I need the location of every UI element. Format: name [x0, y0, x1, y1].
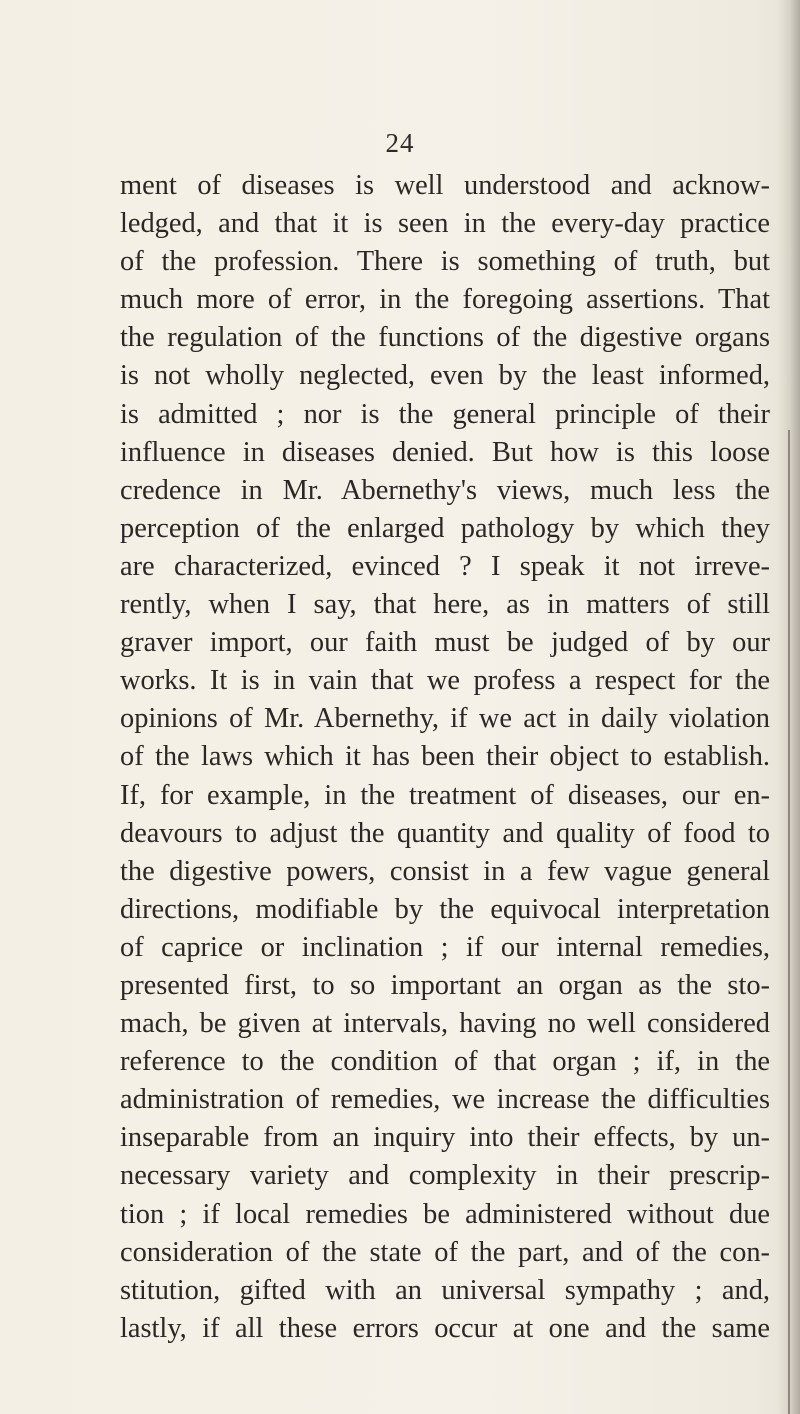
text-line: credence in Mr. Abernethy's views, much less the: [120, 474, 770, 506]
text-line: inseparable from an inquiry into their effects, by un-: [120, 1122, 770, 1154]
text-line: rently, when I say, that here, as in matters of still: [120, 589, 770, 621]
text-line: necessary variety and complexity in their prescrip-: [120, 1160, 770, 1192]
text-line: ledged, and that it is seen in the every-day practice: [120, 208, 770, 240]
text-line: reference to the condition of that organ ; if, in the: [120, 1046, 770, 1078]
text-line: directions, modifiable by the equivocal interpretation: [120, 893, 770, 925]
text-line: consideration of the state of the part, and of the con-: [120, 1236, 770, 1268]
text-line: of the profession. There is something of truth, but: [120, 246, 770, 278]
text-line: graver import, our faith must be judged of by our: [120, 627, 770, 659]
text-line: opinions of Mr. Abernethy, if we act in daily violation: [120, 703, 770, 735]
text-line: much more of error, in the foregoing assertions. That: [120, 284, 770, 316]
text-line: influence in diseases denied. But how is this loose: [120, 436, 770, 468]
text-line: lastly, if all these errors occur at one and the same: [120, 1312, 770, 1344]
text-line: perception of the enlarged pathology by which they: [120, 512, 770, 544]
page-edge-line: [788, 430, 790, 1414]
text-line: works. It is in vain that we profess a respect for the: [120, 665, 770, 697]
text-line: If, for example, in the treatment of diseases, our en-: [120, 779, 770, 811]
text-line: deavours to adjust the quantity and quality of food to: [120, 817, 770, 849]
text-line: the digestive powers, consist in a few vague general: [120, 855, 770, 887]
text-line: mach, be given at intervals, having no well considered: [120, 1008, 770, 1040]
text-line: presented first, to so important an organ as the sto-: [120, 969, 770, 1001]
body-text: [120, 167, 770, 1348]
text-line: the regulation of the functions of the digestive organs: [120, 322, 770, 354]
text-line: is not wholly neglected, even by the least informed,: [120, 360, 770, 392]
text-line: is admitted ; nor is the general principle of their: [120, 398, 770, 430]
text-line: tion ; if local remedies be administered without due: [120, 1198, 770, 1230]
page-number: 24: [385, 128, 415, 158]
text-line: administration of remedies, we increase the difficulties: [120, 1084, 770, 1116]
text-line: of caprice or inclination ; if our internal remedies,: [120, 931, 770, 963]
text-line: stitution, gifted with an universal sympathy ; and,: [120, 1274, 770, 1306]
text-line: ment of diseases is well understood and acknow-: [120, 170, 770, 201]
text-line: of the laws which it has been their object to establish.: [120, 741, 770, 773]
text-line: are characterized, evinced ? I speak it not irreve-: [120, 550, 770, 582]
